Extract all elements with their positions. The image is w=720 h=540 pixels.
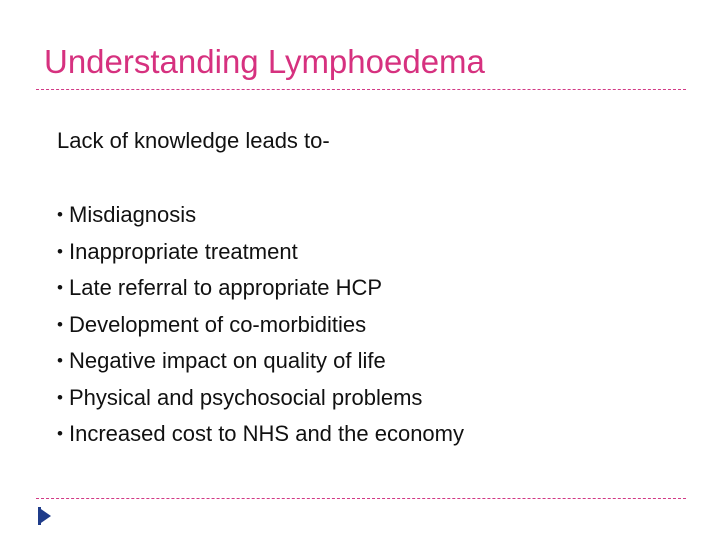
title-divider [36,89,686,90]
bullet-icon: • [57,351,63,370]
bullet-text: Physical and psychosocial problems [69,384,423,410]
bullet-text: Development of co-morbidities [69,311,367,337]
bullet-icon: • [57,278,63,297]
list-item [57,234,464,271]
bullet-icon: • [57,387,63,407]
bullet-text: Late referral to appropriate HCP [69,275,383,300]
bullet-icon: • [57,241,63,261]
slide-title: Understanding Lymphoedema [44,43,485,80]
footer-divider [36,498,686,499]
next-slide-arrow-icon[interactable] [38,507,51,525]
bullet-list [57,197,464,453]
list-item [57,416,464,453]
bullet-text: Increased cost to NHS and the economy [69,421,464,446]
bullet-icon: • [57,314,63,334]
bullet-icon: • [57,424,63,443]
intro-text: Lack of knowledge leads to- [57,128,330,153]
bullet-icon: • [57,205,63,224]
list-item [57,270,464,307]
list-item [57,380,464,417]
bullet-text: Inappropriate treatment [69,238,298,264]
bullet-text: Misdiagnosis [69,202,197,227]
bullet-text: Negative impact on quality of life [69,348,386,373]
list-item [57,197,464,234]
list-item [57,307,464,344]
list-item [57,343,464,380]
